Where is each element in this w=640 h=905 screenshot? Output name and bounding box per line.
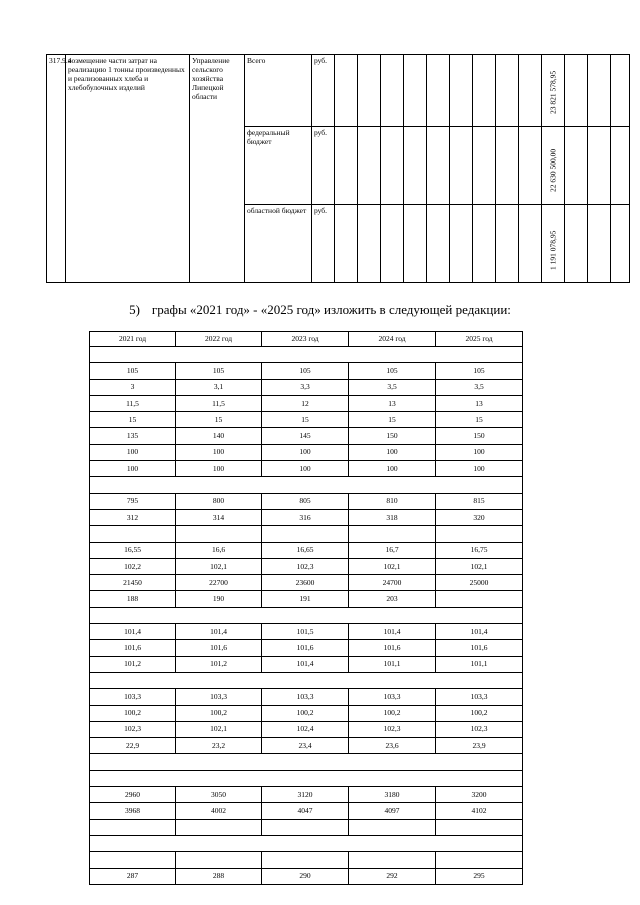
header-row bbox=[90, 332, 523, 347]
table-row bbox=[90, 575, 523, 591]
table-cell: 800 bbox=[176, 493, 262, 509]
table-cell: 102,3 bbox=[262, 558, 349, 574]
table-cell: 3180 bbox=[349, 787, 436, 803]
table-cell bbox=[436, 526, 523, 542]
table-cell: 101,6 bbox=[262, 640, 349, 656]
table-cell: 3968 bbox=[90, 803, 176, 819]
merged-cell bbox=[90, 770, 523, 786]
table-cell bbox=[436, 591, 523, 607]
table-cell: 101,2 bbox=[90, 656, 176, 672]
table-cell: 3,3 bbox=[262, 379, 349, 395]
table-cell: 11,5 bbox=[90, 395, 176, 411]
table-cell: 135 bbox=[90, 428, 176, 444]
table-cell: 15 bbox=[436, 412, 523, 428]
table-cell: 23,6 bbox=[349, 738, 436, 754]
table-cell: 101,6 bbox=[436, 640, 523, 656]
table-row bbox=[90, 705, 523, 721]
table-cell: 21450 bbox=[90, 575, 176, 591]
table-cell: 23,2 bbox=[176, 738, 262, 754]
table-cell: 23,9 bbox=[436, 738, 523, 754]
table-cell: 140 bbox=[176, 428, 262, 444]
table-cell: 316 bbox=[262, 509, 349, 525]
section-number: 5) bbox=[129, 302, 140, 317]
table-cell: 3200 bbox=[436, 787, 523, 803]
table-cell: 100 bbox=[262, 461, 349, 477]
amount-regional: 1 191 078,95 bbox=[548, 230, 558, 270]
table-row bbox=[90, 542, 523, 558]
unit: руб. bbox=[312, 127, 335, 205]
table-row bbox=[90, 428, 523, 444]
table-cell: 190 bbox=[176, 591, 262, 607]
unit: руб. bbox=[312, 55, 335, 127]
table-cell: 3 bbox=[90, 379, 176, 395]
table-cell: 102,4 bbox=[262, 721, 349, 737]
merged-cell bbox=[90, 835, 523, 851]
table-cell: 3120 bbox=[262, 787, 349, 803]
table-cell: 24700 bbox=[349, 575, 436, 591]
table-row bbox=[90, 689, 523, 705]
table-cell: 101,1 bbox=[349, 656, 436, 672]
merged-cell bbox=[90, 672, 523, 688]
table-cell: 101,6 bbox=[90, 640, 176, 656]
table-cell: 16,65 bbox=[262, 542, 349, 558]
table-cell bbox=[349, 526, 436, 542]
funding-source: областной бюджет bbox=[245, 205, 312, 283]
table-row bbox=[90, 444, 523, 460]
table-row bbox=[90, 754, 523, 770]
table-cell: 100,2 bbox=[90, 705, 176, 721]
table-cell: 15 bbox=[262, 412, 349, 428]
table-cell: 3,5 bbox=[436, 379, 523, 395]
table-cell: 103,3 bbox=[349, 689, 436, 705]
table-cell: 191 bbox=[262, 591, 349, 607]
table-cell: 288 bbox=[176, 868, 262, 884]
table-cell: 100 bbox=[349, 461, 436, 477]
merged-cell bbox=[90, 607, 523, 623]
table-cell: 101,4 bbox=[262, 656, 349, 672]
table-cell: 102,1 bbox=[176, 721, 262, 737]
table-cell: 102,1 bbox=[436, 558, 523, 574]
funding-source: Всего bbox=[245, 55, 312, 127]
table-cell: 101,4 bbox=[176, 624, 262, 640]
table-cell: 100 bbox=[176, 444, 262, 460]
table-cell: 15 bbox=[90, 412, 176, 428]
table-cell bbox=[349, 852, 436, 868]
table-cell: 100 bbox=[436, 444, 523, 460]
table-row bbox=[90, 770, 523, 786]
table-cell: 292 bbox=[349, 868, 436, 884]
table-row bbox=[90, 835, 523, 851]
column-header: 2023 год bbox=[262, 332, 349, 347]
table-row bbox=[90, 803, 523, 819]
section-text: графы «2021 год» - «2025 год» изложить в следующей редакции: bbox=[151, 302, 511, 317]
table-cell: 16,55 bbox=[90, 542, 176, 558]
table-cell bbox=[176, 526, 262, 542]
table-cell: 22,9 bbox=[90, 738, 176, 754]
amount-federal: 22 630 500,00 bbox=[548, 148, 558, 192]
table-cell: 100,2 bbox=[436, 705, 523, 721]
table-row bbox=[90, 412, 523, 428]
table-cell: 105 bbox=[349, 363, 436, 379]
table-cell: 2960 bbox=[90, 787, 176, 803]
executor-name: Управление сельского хозяйства Липецкой области bbox=[190, 55, 245, 283]
table-cell: 13 bbox=[436, 395, 523, 411]
table-cell: 295 bbox=[436, 868, 523, 884]
table-cell: 103,3 bbox=[436, 689, 523, 705]
table-cell: 102,1 bbox=[176, 558, 262, 574]
table-row bbox=[90, 347, 523, 363]
table-cell: 3,5 bbox=[349, 379, 436, 395]
table-cell bbox=[262, 526, 349, 542]
table-cell: 3050 bbox=[176, 787, 262, 803]
table-cell: 287 bbox=[90, 868, 176, 884]
table-cell: 102,2 bbox=[90, 558, 176, 574]
table-cell: 103,3 bbox=[262, 689, 349, 705]
table-cell bbox=[176, 852, 262, 868]
table-cell: 16,75 bbox=[436, 542, 523, 558]
table-cell: 101,6 bbox=[349, 640, 436, 656]
table-cell: 25000 bbox=[436, 575, 523, 591]
table-row bbox=[90, 558, 523, 574]
table-cell: 11,5 bbox=[176, 395, 262, 411]
table-cell: 13 bbox=[349, 395, 436, 411]
table-row bbox=[90, 493, 523, 509]
table-cell: 815 bbox=[436, 493, 523, 509]
table-row bbox=[90, 591, 523, 607]
table-cell: 100 bbox=[90, 461, 176, 477]
table-cell: 101,4 bbox=[349, 624, 436, 640]
row-number: 317.9.4 bbox=[47, 55, 66, 283]
table-cell: 100 bbox=[262, 444, 349, 460]
table-row bbox=[90, 819, 523, 835]
measure-description: возмещение части затрат на реализацию 1 тонны произведенных и реализованных хлеба и хлебобулочных изделий bbox=[66, 55, 190, 283]
table-row bbox=[90, 787, 523, 803]
table-cell: 103,3 bbox=[90, 689, 176, 705]
table-cell: 23600 bbox=[262, 575, 349, 591]
table-cell: 810 bbox=[349, 493, 436, 509]
table-cell: 105 bbox=[90, 363, 176, 379]
table-row bbox=[90, 868, 523, 884]
table-cell: 15 bbox=[176, 412, 262, 428]
table-cell bbox=[349, 819, 436, 835]
merged-cell bbox=[90, 347, 523, 363]
table-row bbox=[90, 640, 523, 656]
funding-source: федеральный бюджет bbox=[245, 127, 312, 205]
table-cell: 23,4 bbox=[262, 738, 349, 754]
table-cell: 15 bbox=[349, 412, 436, 428]
years-table bbox=[89, 331, 523, 885]
table-cell: 16,7 bbox=[349, 542, 436, 558]
table-cell: 101,1 bbox=[436, 656, 523, 672]
table-cell: 312 bbox=[90, 509, 176, 525]
table-cell: 101,2 bbox=[176, 656, 262, 672]
table-cell: 4002 bbox=[176, 803, 262, 819]
table-row bbox=[90, 607, 523, 623]
unit: руб. bbox=[312, 205, 335, 283]
table-cell: 203 bbox=[349, 591, 436, 607]
table-cell: 318 bbox=[349, 509, 436, 525]
table-cell: 100 bbox=[176, 461, 262, 477]
table-row bbox=[90, 461, 523, 477]
table-cell: 100 bbox=[90, 444, 176, 460]
table-cell: 101,4 bbox=[436, 624, 523, 640]
table-cell: 22700 bbox=[176, 575, 262, 591]
table-cell: 805 bbox=[262, 493, 349, 509]
column-header: 2022 год bbox=[176, 332, 262, 347]
table-cell: 100 bbox=[349, 444, 436, 460]
table-cell bbox=[436, 819, 523, 835]
table-cell: 102,3 bbox=[349, 721, 436, 737]
table-cell bbox=[90, 526, 176, 542]
table-cell bbox=[262, 852, 349, 868]
table-cell: 290 bbox=[262, 868, 349, 884]
table-row bbox=[90, 526, 523, 542]
amount-total: 23 821 578,95 bbox=[548, 70, 558, 114]
table-cell bbox=[176, 819, 262, 835]
table-cell: 105 bbox=[262, 363, 349, 379]
table-row bbox=[90, 738, 523, 754]
table-cell: 100,2 bbox=[349, 705, 436, 721]
table-cell: 12 bbox=[262, 395, 349, 411]
table-row bbox=[90, 721, 523, 737]
table-cell: 101,5 bbox=[262, 624, 349, 640]
table-row bbox=[90, 656, 523, 672]
section-heading bbox=[0, 302, 640, 318]
table-cell: 795 bbox=[90, 493, 176, 509]
table-row bbox=[90, 395, 523, 411]
table-cell: 105 bbox=[436, 363, 523, 379]
table-cell: 4047 bbox=[262, 803, 349, 819]
table-cell: 100,2 bbox=[262, 705, 349, 721]
table-cell: 102,3 bbox=[436, 721, 523, 737]
table-cell: 4102 bbox=[436, 803, 523, 819]
table-cell bbox=[90, 852, 176, 868]
column-header: 2024 год bbox=[349, 332, 436, 347]
table-cell bbox=[436, 852, 523, 868]
table-cell: 4097 bbox=[349, 803, 436, 819]
table-cell: 150 bbox=[436, 428, 523, 444]
table-cell: 320 bbox=[436, 509, 523, 525]
table-cell: 100,2 bbox=[176, 705, 262, 721]
table-cell bbox=[90, 819, 176, 835]
table-cell: 105 bbox=[176, 363, 262, 379]
table-row bbox=[90, 509, 523, 525]
table-cell: 188 bbox=[90, 591, 176, 607]
table-cell: 100 bbox=[436, 461, 523, 477]
table-row bbox=[90, 852, 523, 868]
table-cell: 16,6 bbox=[176, 542, 262, 558]
table-cell: 314 bbox=[176, 509, 262, 525]
table-row bbox=[90, 672, 523, 688]
table-row bbox=[90, 363, 523, 379]
table-cell: 145 bbox=[262, 428, 349, 444]
table-cell: 101,4 bbox=[90, 624, 176, 640]
table-cell: 3,1 bbox=[176, 379, 262, 395]
table-row bbox=[90, 624, 523, 640]
table-row bbox=[90, 477, 523, 493]
table-cell: 101,6 bbox=[176, 640, 262, 656]
table-cell: 102,3 bbox=[90, 721, 176, 737]
table-cell bbox=[262, 819, 349, 835]
table-cell: 103,3 bbox=[176, 689, 262, 705]
table-cell: 150 bbox=[349, 428, 436, 444]
funding-table bbox=[46, 54, 630, 283]
table-row bbox=[90, 379, 523, 395]
table-cell: 102,1 bbox=[349, 558, 436, 574]
column-header: 2025 год bbox=[436, 332, 523, 347]
merged-cell bbox=[90, 477, 523, 493]
column-header: 2021 год bbox=[90, 332, 176, 347]
merged-cell bbox=[90, 754, 523, 770]
